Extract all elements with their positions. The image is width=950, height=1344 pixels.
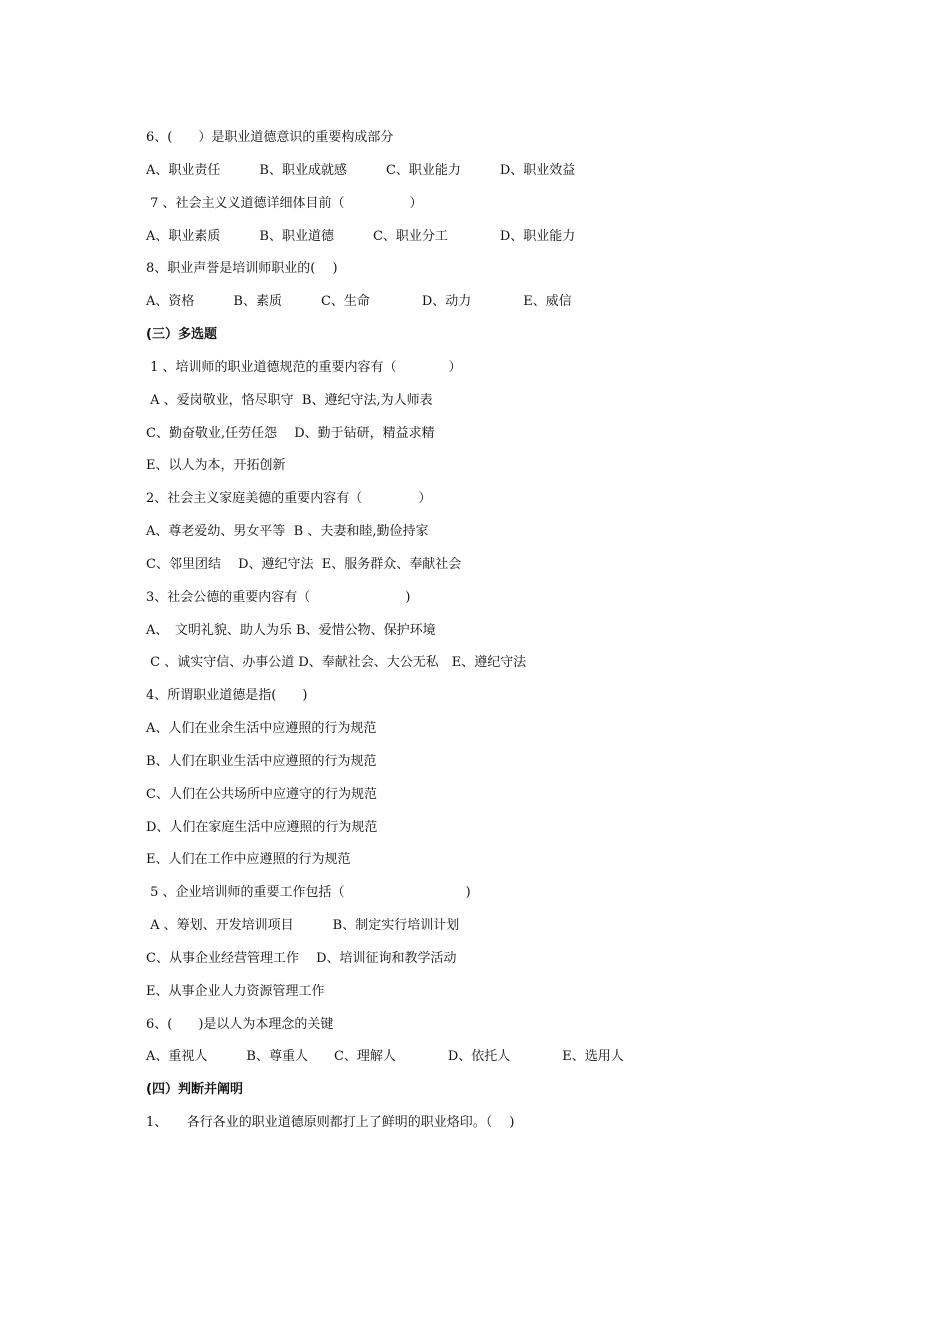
multi-question-1-options-cd: C、勤奋敬业,任劳任怨 D、勤于钻研，精益求精: [146, 426, 435, 441]
question-6-stem: 6、( ）是职业道德意识的重要构成部分: [146, 130, 394, 145]
multi-question-4-option-b: B、人们在职业生活中应遵照的行为规范: [146, 754, 377, 769]
multi-question-2-options-ab: A、尊老爱幼、男女平等 B 、夫妻和睦,勤俭持家: [146, 524, 429, 539]
section-heading-multiple-choice: (三）多选题: [146, 327, 217, 342]
multi-question-4-stem: 4、所谓职业道德是指( ): [146, 688, 308, 703]
multi-question-3-options-cde: C 、诚实守信、办事公道 D、奉献社会、大公无私 E、遵纪守法: [146, 655, 527, 670]
multi-question-4-option-c: C、人们在公共场所中应遵守的行为规范: [146, 787, 377, 802]
multi-question-3-options-ab: A、 文明礼貌、助人为乐 B、爱惜公物、保护环境: [146, 623, 436, 638]
multi-question-4-option-e: E、人们在工作中应遵照的行为规范: [146, 852, 351, 867]
multi-question-6-stem: 6、( )是以人为本理念的关键: [146, 1017, 334, 1032]
multi-question-5-options-ab: A 、筹划、开发培训项目 B、制定实行培训计划: [146, 918, 460, 933]
multi-question-1-stem: 1 、培训师的职业道德规范的重要内容有（ ）: [146, 360, 462, 375]
multi-question-5-option-e: E、从事企业人力资源管理工作: [146, 984, 325, 999]
multi-question-1-option-e: E、以人为本，开拓创新: [146, 458, 286, 473]
question-7-stem: 7 、社会主义义道德详细体目前（ ）: [146, 196, 423, 211]
section-heading-true-false: (四）判断并阐明: [146, 1082, 243, 1097]
multi-question-4-option-d: D、人们在家庭生活中应遵照的行为规范: [146, 820, 378, 835]
multi-question-2-options-cde: C、邻里团结 D、遵纪守法 E、服务群众、奉献社会: [146, 557, 462, 572]
question-7-options: A、职业素质 B、职业道德 C、职业分工 D、职业能力: [146, 229, 576, 244]
multi-question-1-options-ab: A 、爱岗敬业，恪尽职守 B、遵纪守法,为人师表: [146, 393, 433, 408]
question-8-stem: 8、职业声誉是培训师职业的( ): [146, 261, 338, 276]
multi-question-5-stem: 5 、企业培训师的重要工作包括（ ): [146, 885, 471, 900]
question-6-options: A、职业责任 B、职业成就感 C、职业能力 D、职业效益: [146, 163, 576, 178]
question-8-options: A、资格 B、素质 C、生命 D、动力 E、威信: [146, 294, 572, 309]
judge-question-1: 1、 各行各业的职业道德原则都打上了鲜明的职业烙印。（ ): [146, 1115, 515, 1130]
multi-question-6-options: A、重视人 B、尊重人 C、理解人 D、依托人 E、选用人: [146, 1049, 624, 1064]
multi-question-5-options-cd: C、从事企业经营管理工作 D、培训征询和教学活动: [146, 951, 457, 966]
multi-question-2-stem: 2、社会主义家庭美德的重要内容有（ ）: [146, 491, 432, 506]
multi-question-3-stem: 3、社会公德的重要内容有（ ): [146, 590, 411, 605]
multi-question-4-option-a: A、人们在业余生活中应遵照的行为规范: [146, 721, 377, 736]
